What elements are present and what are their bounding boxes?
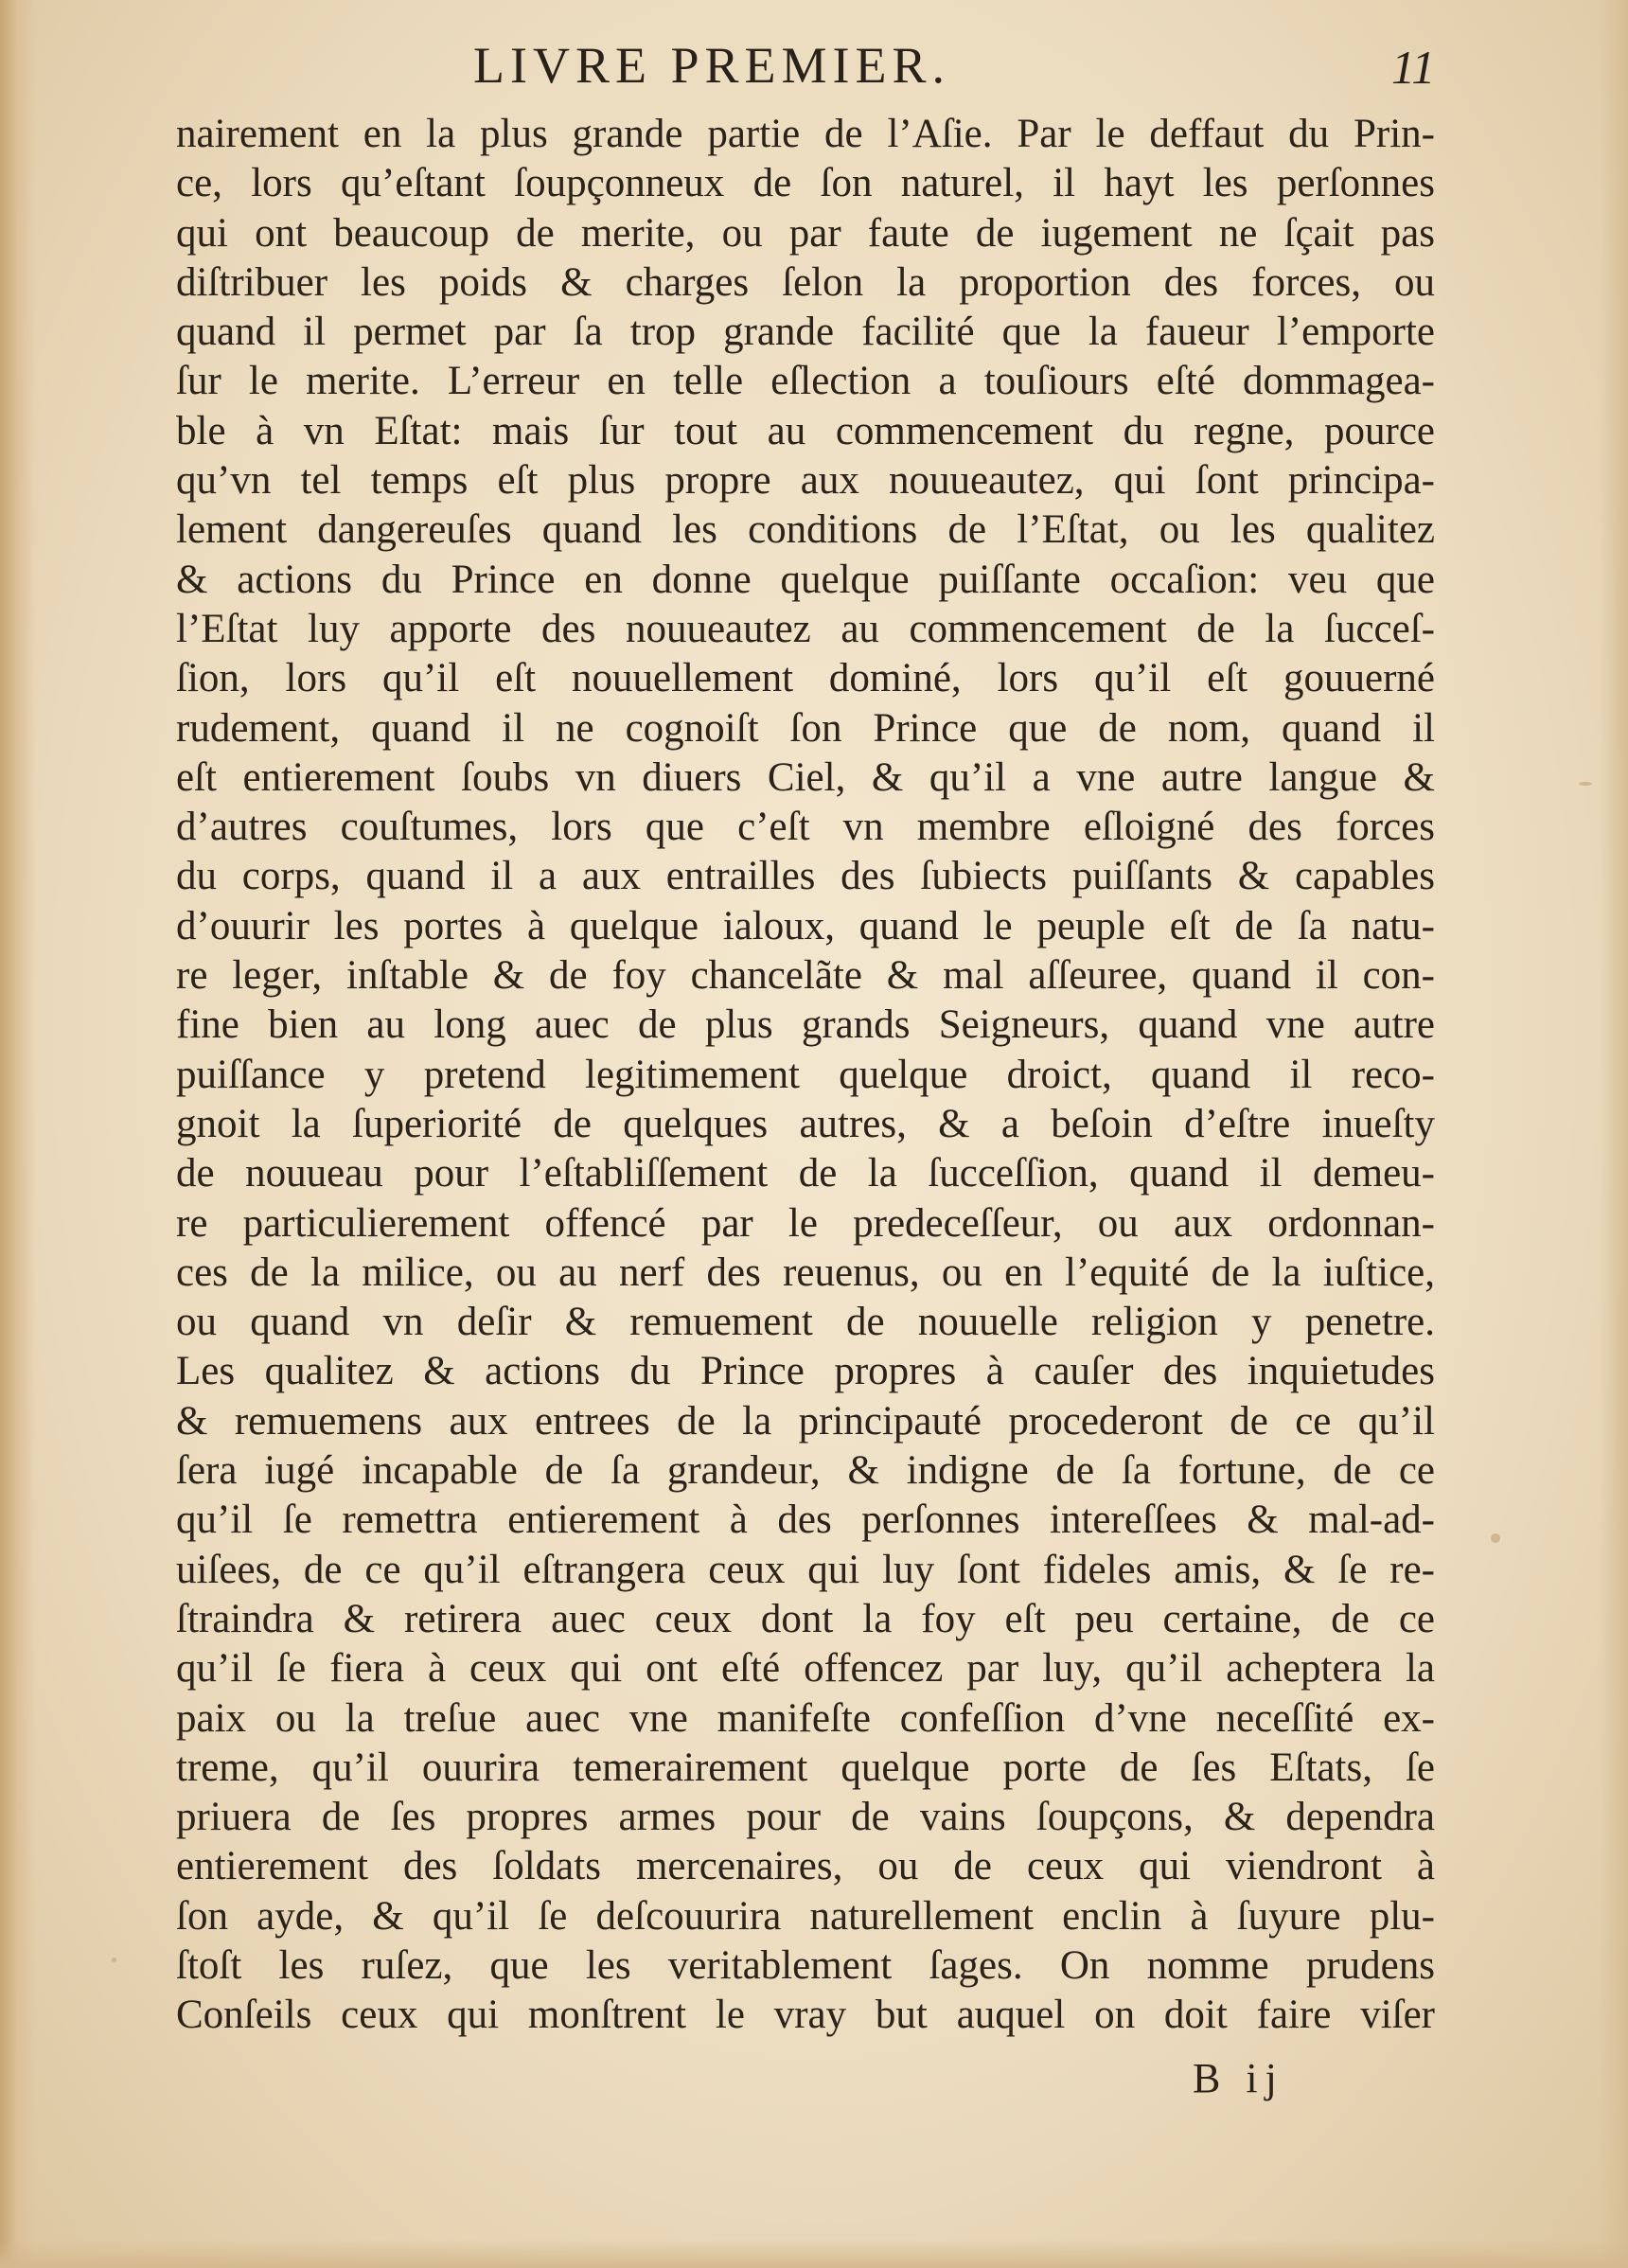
- text-line: ſtraindra & retirera auec ceux dont la foy eſt peu certaine, de ce: [176, 1596, 1435, 1641]
- paper-speck: [112, 1958, 116, 1962]
- text-line: d’autres couſtumes, lors que c’eſt vn membre eſloigné des forces: [176, 805, 1435, 850]
- text-line: qu’il ſe remettra entierement à des perſonnes intereſſees & mal-ad-: [176, 1497, 1435, 1543]
- paper-speck: [1491, 1533, 1500, 1543]
- scan-shadow-left: [0, 0, 36, 2268]
- text-line: ou quand vn deſir & remuement de nouuelle religion y penetre.: [176, 1300, 1435, 1345]
- text-line: & remuemens aux entrees de la principauté procederont de ce qu’il: [176, 1398, 1435, 1444]
- text-line: & actions du Prince en donne quelque puiſſante occaſion: veu que: [176, 557, 1435, 602]
- text-line: Les qualitez & actions du Prince propres à cauſer des inquietudes: [176, 1349, 1435, 1394]
- text-line: fine bien au long auec de plus grands Seigneurs, quand vne autre: [176, 1002, 1435, 1048]
- text-line: treme, qu’il ouurira temerairement quelque porte de ſes Eſtats, ſe: [176, 1745, 1435, 1790]
- text-line: ſon ayde, & qu’il ſe deſcouurira naturellement enclin à ſuyure plu-: [176, 1893, 1435, 1939]
- text-line: entierement des ſoldats mercenaires, ou de ceux qui viendront à: [176, 1844, 1435, 1889]
- text-line: gnoit la ſuperiorité de quelques autres, & a beſoin d’eſtre inueſty: [176, 1101, 1435, 1146]
- scan-shadow-bottom: [0, 2240, 1628, 2268]
- body-text: [176, 110, 1435, 2041]
- text-line: nairement en la plus grande partie de l’Aſie. Par le deffaut du Prin-: [176, 112, 1435, 156]
- text-line: ſera iugé incapable de ſa grandeur, & indigne de ſa fortune, de ce: [176, 1448, 1435, 1494]
- running-head: [0, 36, 1628, 102]
- text-line: re leger, inſtable & de foy chancelãte & mal aſſeuree, quand il con-: [176, 953, 1435, 999]
- running-title: LIVRE PREMIER.: [473, 37, 951, 94]
- text-line: re particulierement offencé par le predeceſſeur, ou aux ordonnan-: [176, 1200, 1435, 1246]
- text-line: ces de la milice, ou au nerf des reuenus, ou en l’equité de la iuſtice,: [176, 1249, 1435, 1295]
- text-line: ſion, lors qu’il eſt nouuellement dominé, lors qu’il eſt gouuerné: [176, 656, 1435, 701]
- text-line: puiſſance y pretend legitimement quelque droict, quand il reco-: [176, 1052, 1435, 1097]
- text-line: qu’il ſe fiera à ceux qui ont eſté offencez par luy, qu’il acheptera la: [176, 1646, 1435, 1692]
- text-line: priuera de ſes propres armes pour de vains ſoupçons, & dependra: [176, 1795, 1435, 1840]
- text-line: ce, lors qu’eſtant ſoupçonneux de ſon naturel, il hayt les perſonnes: [176, 161, 1435, 206]
- text-line: Conſeils ceux qui monſtrent le vray but auquel on doit faire viſer: [176, 1993, 1435, 2038]
- text-line: du corps, quand il a aux entrailles des ſubiects puiſſants & capables: [176, 854, 1435, 899]
- page-number: 11: [1391, 41, 1436, 94]
- text-line: rudement, quand il ne cognoiſt ſon Prince que de nom, quand il: [176, 705, 1435, 751]
- text-line: eſt entierement ſoubs vn diuers Ciel, & qu’il a vne autre langue &: [176, 754, 1435, 800]
- text-line: diſtribuer les poids & charges ſelon la proportion des forces, ou: [176, 259, 1435, 305]
- text-line: uiſees, de ce qu’il eſtrangera ceux qui luy ſont fideles amis, & ſe re-: [176, 1547, 1435, 1592]
- text-line: ſur le merite. L’erreur en telle eſlection a touſiours eſté dommagea-: [176, 359, 1435, 404]
- text-line: quand il permet par ſa trop grande facilité que la faueur l’emporte: [176, 310, 1435, 355]
- text-line: qui ont beaucoup de merite, ou par faute de iugement ne ſçait pas: [176, 210, 1435, 256]
- text-line: lement dangereuſes quand les conditions de l’Eſtat, ou les qualitez: [176, 507, 1435, 553]
- scan-shadow-right: [1600, 0, 1628, 2268]
- text-line: de nouueau pour l’eſtabliſſement de la ſucceſſion, quand il demeu-: [176, 1151, 1435, 1196]
- paper-speck: [1579, 782, 1592, 786]
- text-line: d’ouurir les portes à quelque ialoux, quand le peuple eſt de ſa natu-: [176, 903, 1435, 948]
- text-line: paix ou la treſue auec vne manifeſte confeſſion d’vne neceſſité ex-: [176, 1695, 1435, 1741]
- text-line: ſtoſt les ruſez, que les veritablement ſages. On nomme prudens: [176, 1942, 1435, 1988]
- text-line: l’Eſtat luy apporte des nouueautez au commencement de la ſucceſ-: [176, 606, 1435, 651]
- signature-mark: B ij: [1193, 2055, 1284, 2101]
- text-line: qu’vn tel temps eſt plus propre aux nouueautez, qui ſont principa-: [176, 458, 1435, 504]
- text-line: ble à vn Eſtat: mais ſur tout au commencement du regne, pource: [176, 408, 1435, 453]
